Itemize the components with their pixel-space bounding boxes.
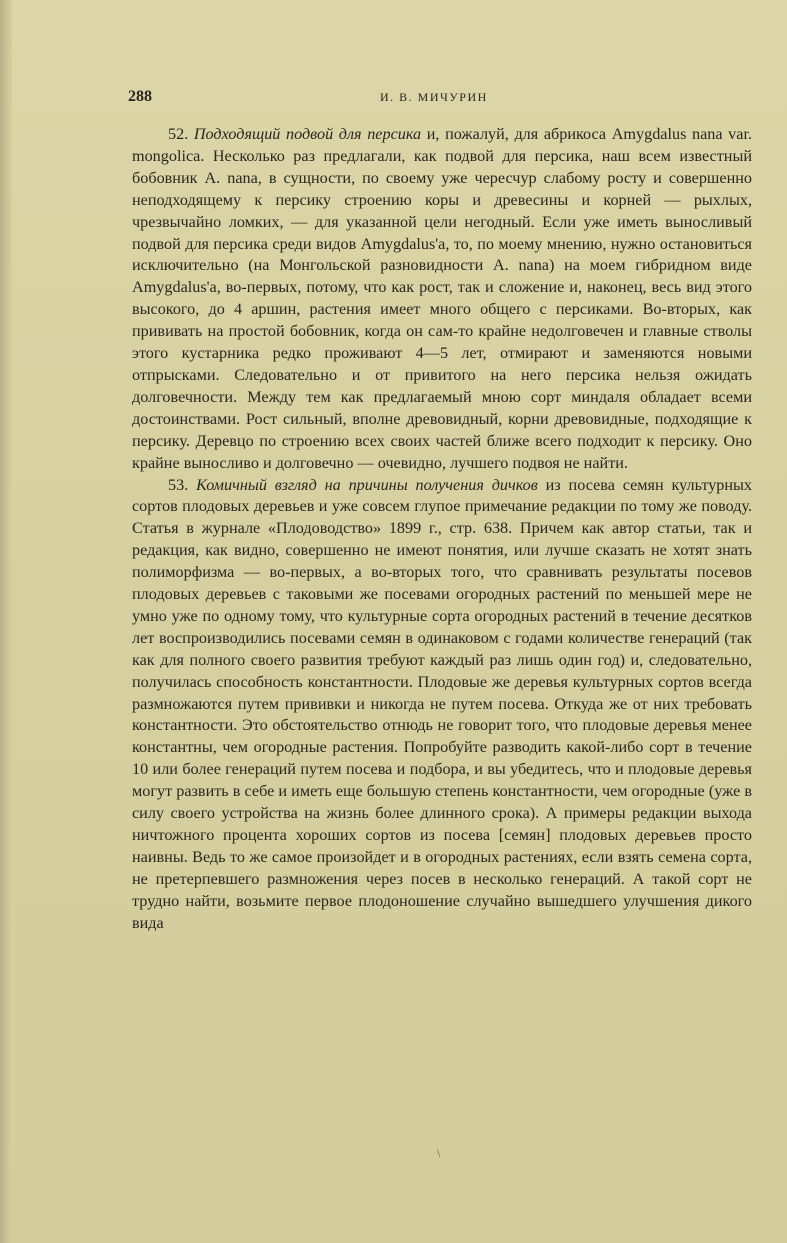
paragraph-number: 53. (168, 475, 189, 494)
paragraph-53 (132, 475, 752, 935)
paragraph-title: Комичный взгляд на причины получения дичков (196, 475, 538, 494)
stray-mark: \ (437, 1146, 441, 1160)
paragraph-52 (132, 124, 752, 475)
paragraph-number: 52. (168, 125, 189, 143)
page-number: 288 (128, 88, 152, 105)
page-edge-shadow (0, 0, 12, 1243)
paragraph-text: из посева семян культурных сортов плодовых деревьев и уже совсем глупое примечание редакции по тому же поводу. Статья в журнале «Плодоводство» 1899 г., стр. 638. Причем как автор статьи, так и редакция, как видно, совершенно не имеют понятия, или лучше сказать не хотят знать полиморфизма — во-первых, а во-вторых того, что сравнивать результаты посевов плодовых деревьев с таковыми же посевами огородных растений по меньшей мере не умно уже по одному тому, что культурные сорта огородных растений в течение десятков лет воспроизводились посевами семян в одинаковом с годами количестве генераций (так как для полного своего развития требуют каждый раз лишь один год) и, следовательно, получилась способность константности. Плодовые же деревья культурных сортов всегда размножаются путем прививки и никогда не путем посева. Откуда же от них требовать константности. Это обстоятельство отнюдь не говорит того, что плодовые деревья менее константны, чем огородные растения. Попробуйте разводить какой-либо сорт в течение 10 или более генераций путем посева и подбора, и вы убедитесь, что и плодовые деревья могут развить в себе и иметь еще большую степень константности, чем огородные (уже в силу своего устройства на жизнь более длинного срока). А примеры редакции выхода ничтожного процента хороших сортов из посева [семян] плодовых деревьев просто наивны. Ведь то же самое произойдет и в огородных растениях, если взять семена сорта, не претерпевшего размножения через посев в несколько генераций. А такой сорт не трудно найти, возьмите первое плодоношение случайно вышедшего улучшения дикого вида (132, 475, 753, 932)
paragraph-text: и, пожалуй, для абрикоса Amygdalus nana var. mongolica. Несколько раз предлагали, как подвой для персика, наш всем известный бобовник A. nana, в сущности, по своему уже чересчур слабому росту и совершенно неподходящему к персику строению коры и древесины и корней — рыхлых, чрезвычайно ломких, — для указанной цели негодный. Если уже иметь выносливый подвой для персика среди видов Amygdalus'a, то, по моему мнению, нужно остановиться исключительно (на Монгольской разновидности A. nana) на моем гибридном виде Amygdalus'a, во-первых, потому, что как рост, так и сложение и, наконец, весь вид этого высокого, до 4 аршин, растения имеет много общего с персиками. Во-вторых, как прививать на простой бобовник, когда он сам-то крайне недолговечен и главные стволы этого кустарника редко проживают 4—5 лет, отмирают и заменяются новыми отпрысками. Следовательно и от привитого на него персика нельзя ожидать долговечности. Между тем как предлагаемый мною сорт миндаля обладает всеми достоинствами. Рост сильный, вполне древовидный, корни древовидные, подходящие к персику. Деревцо по строению всех своих частей ближе всего подходит к персику. Оно крайне выносливо и долговечно — очевидно, лучшего подвоя не найти. (132, 125, 752, 472)
running-title: И. В. МИЧУРИН (380, 90, 488, 104)
body-text (132, 124, 752, 935)
page-header (128, 88, 758, 108)
paragraph-title: Подходящий подвой для персика (193, 125, 422, 143)
